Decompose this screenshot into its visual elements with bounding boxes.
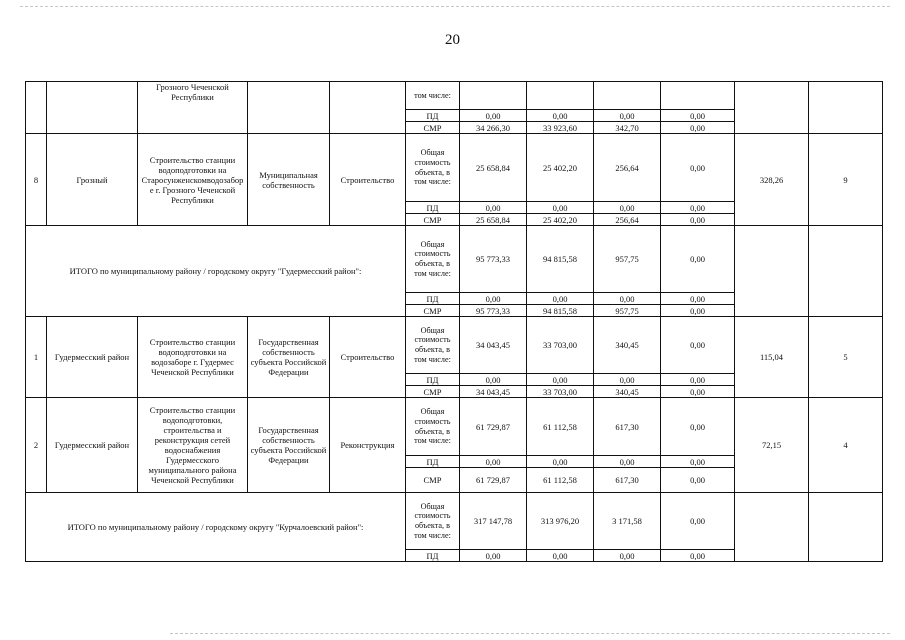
work-type: Строительство (330, 317, 406, 398)
breakdown-label: Общая стоимость объекта, в том числе: (406, 226, 460, 293)
total-row: ИТОГО по муниципальному району / городскому округу "Курчалоевский район": Общая стоимость объекта, в том числе: 317 147,78 313 976,20 3 171,58 0,00 (26, 493, 883, 550)
term: 5 (809, 317, 883, 398)
capacity: 115,04 (735, 317, 809, 398)
breakdown-label: том числе: (406, 82, 460, 110)
table-row: 8 Грозный Строительство станции водоподготовки на Старосунженскомводозабор е г. Грозного Чеченской Республики Муниципальная собственность Строительство Общая стоимость объекта, в том числе: 25 658,84 25 402,20 256,64 0,00 328,26 9 (26, 134, 883, 202)
page-number: 20 (445, 32, 460, 48)
investment-table (25, 81, 883, 562)
table-row-pd: ПД 0,00 0,00 0,00 0,00 (26, 374, 883, 386)
district: Гудермесский район (47, 317, 138, 398)
breakdown-label: Общая стоимость объекта, в том числе: (406, 493, 460, 550)
ownership: Муниципальная собственность (248, 134, 330, 226)
scan-edge-top (20, 6, 890, 10)
table-row-smr: СМР 95 773,33 94 815,58 957,75 0,00 (26, 305, 883, 317)
total-label: ИТОГО по муниципальному району / городскому округу "Гудермесский район": (26, 226, 406, 317)
row-number: 1 (26, 317, 47, 398)
breakdown-label: Общая стоимость объекта, в том числе: (406, 398, 460, 456)
capacity: 328,26 (735, 134, 809, 226)
breakdown-label: Общая стоимость объекта, в том числе: (406, 317, 460, 374)
row-number: 2 (26, 398, 47, 493)
total-row: ИТОГО по муниципальному району / городскому округу "Гудермесский район": Общая стоимость объекта, в том числе: 95 773,33 94 815,58 957,75 0,00 (26, 226, 883, 293)
object-name: Строительство станции водоподготовки на Старосунженскомводозабор е г. Грозного Чеченской Республики (138, 134, 248, 226)
table-row-pd: ПД 0,00 0,00 0,00 0,00 (26, 293, 883, 305)
object-name: Строительство станции водоподготовки на водозаборе г. Гудермес Чеченской Республики (138, 317, 248, 398)
table-row-smr: СМР 61 729,87 61 112,58 617,30 0,00 (26, 468, 883, 493)
table-row-pd: ПД 0,00 0,00 0,00 0,00 (26, 202, 883, 214)
work-type: Реконструкция (330, 398, 406, 493)
table-row-pd: ПД 0,00 0,00 0,00 0,00 (26, 550, 883, 562)
row-number: 8 (26, 134, 47, 226)
ownership: Государственная собственность субъекта Российской Федерации (248, 398, 330, 493)
table-row: 2 Гудермесский район Строительство станции водоподготовки, строительства и реконструкция сетей водоснабжения Гудермесского муниципального района Чеченской Республики Государственная собственность субъекта Российской Федерации Реконструкция Общая стоимость объекта, в том числе: 61 729,87 61 112,58 617,30 0,00 72,15 4 (26, 398, 883, 456)
work-type: Строительство (330, 134, 406, 226)
total-label: ИТОГО по муниципальному району / городскому округу "Курчалоевский район": (26, 493, 406, 562)
capacity: 72,15 (735, 398, 809, 493)
district: Грозный (47, 134, 138, 226)
object-name: Строительство станции водоподготовки, строительства и реконструкция сетей водоснабжения Гудермесского муниципального района Чеченской Республики (138, 398, 248, 493)
table-row-smr: СМР 25 658,84 25 402,20 256,64 0,00 (26, 214, 883, 226)
table-row-smr: СМР 34 266,30 33 923,60 342,70 0,00 (26, 122, 883, 134)
table-row-pd: ПД 0,00 0,00 0,00 0,00 (26, 110, 883, 122)
table-row (26, 82, 883, 110)
table-row: 1 Гудермесский район Строительство станции водоподготовки на водозаборе г. Гудермес Чеченской Республики Государственная собственность субъекта Российской Федерации Строительство Общая стоимость объекта, в том числе: 34 043,45 33 703,00 340,45 0,00 115,04 5 (26, 317, 883, 374)
scan-edge-bottom (170, 633, 890, 636)
breakdown-label: Общая стоимость объекта, в том числе: (406, 134, 460, 202)
term: 4 (809, 398, 883, 493)
district: Гудермесский район (47, 398, 138, 493)
table-row-pd: ПД 0,00 0,00 0,00 0,00 (26, 456, 883, 468)
ownership: Государственная собственность субъекта Российской Федерации (248, 317, 330, 398)
table-row-smr: СМР 34 043,45 33 703,00 340,45 0,00 (26, 386, 883, 398)
term: 9 (809, 134, 883, 226)
object-name: Грозного Чеченской Республики (138, 82, 248, 134)
